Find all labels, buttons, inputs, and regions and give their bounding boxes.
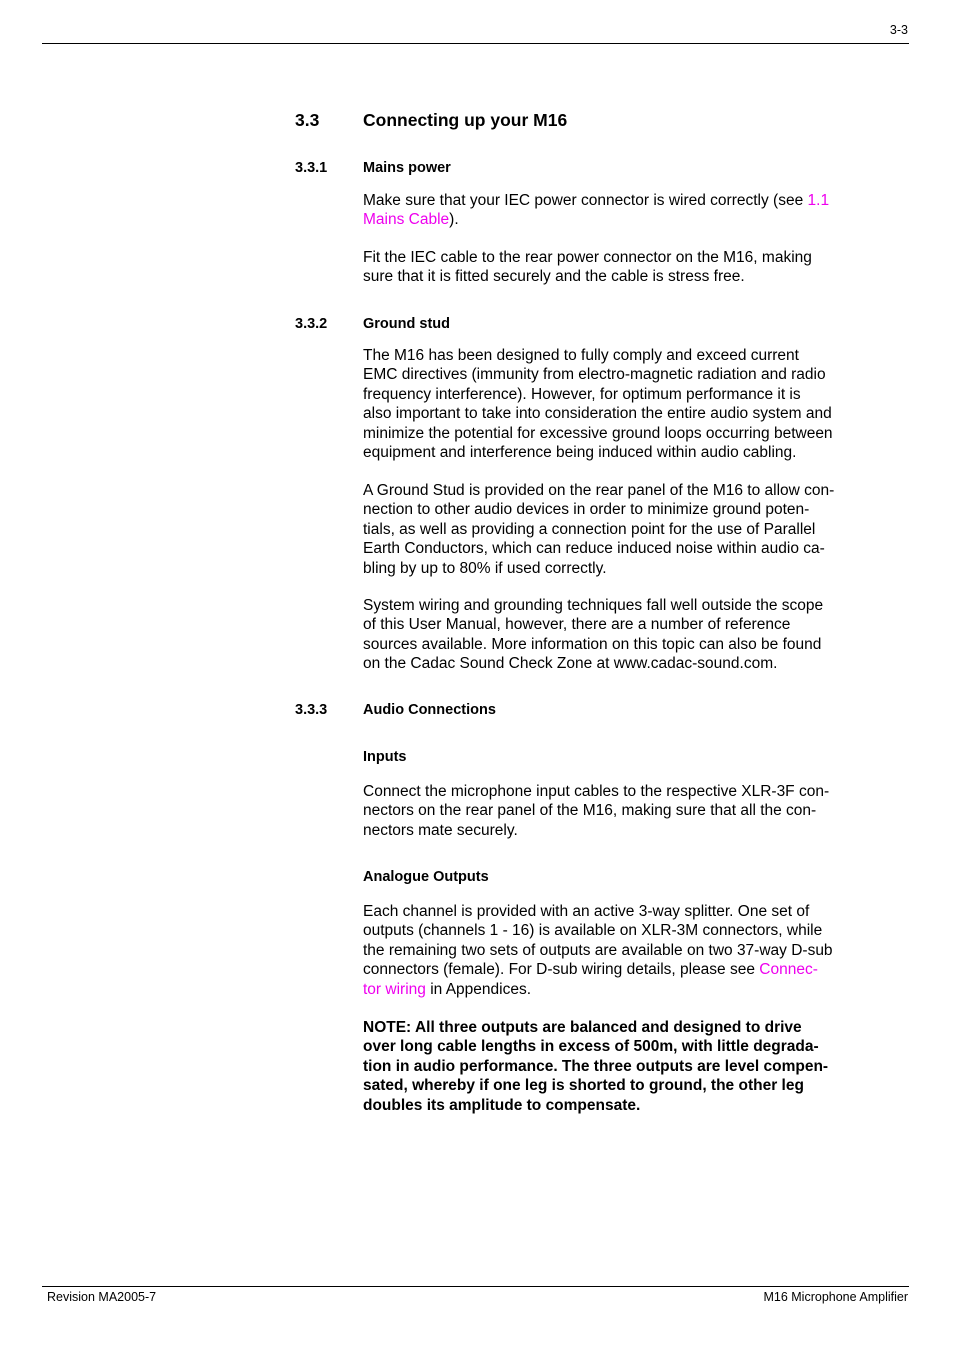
mains-power-paragraph-1: [363, 191, 853, 230]
note-paragraph: NOTE: All three outputs are balanced and designed to drive over long cable lengths in excess of 500m, with little degrada- tion in audio performance. The three outputs are level compen- sated, whereby if one leg is shorted to ground, the other leg doubles its amplitude to compensate.: [363, 1019, 829, 1114]
connector-wiring-link-part-1[interactable]: Connec-: [759, 961, 818, 979]
inputs-heading: Inputs: [363, 749, 407, 765]
subsection-title-mains-power: Mains power: [363, 160, 451, 176]
footer-rule: [42, 1286, 909, 1287]
mains-cable-link-number[interactable]: 1.1: [807, 192, 830, 209]
mains-line-2: Mains Cable).: [363, 211, 459, 229]
subsection-number-332: 3.3.2: [295, 316, 328, 332]
subsection-title-audio-connections: Audio Connections: [363, 702, 496, 718]
outputs-line-5: tor wiring in Appendices.: [363, 980, 532, 998]
ground-stud-paragraph-2: A Ground Stud is provided on the rear panel of the M16 to allow con- nection to other audio devices in order to minimize ground poten- tials, as well as providing a connection point for the use of Parallel Earth Conductors, which can reduce induced noise within audio ca- bling by up to 80% if used correctly.: [363, 482, 835, 577]
section-title: Connecting up your M16: [363, 110, 568, 130]
section-number: 3.3: [295, 110, 320, 130]
inputs-paragraph: Connect the microphone input cables to the respective XLR-3F con- nectors on the rear panel of the M16, making sure that all the con- nectors mate securely.: [363, 783, 830, 839]
analogue-outputs-paragraph: Each channel is provided with an active 3-way splitter. One set of outputs (channels 1 - 16) is available on XLR-3M connectors, while the remaining two sets of outputs are available on two 37-way D-sub connectors (female). For D-sub wiring details, please see Connec- tor wiring in Appendices.: [363, 902, 853, 999]
mains-power-paragraph-2: Fit the IEC cable to the rear power connector on the M16, making sure that it is fitted securely and the cable is stress free.: [363, 249, 812, 286]
ground-stud-paragraph-1: The M16 has been designed to fully comply and exceed current EMC directives (immunity from electro-magnetic radiation and radio frequency interference). However, for optimum performance it is also important to take into consideration the entire audio system and minimize the potential for excessive ground loops occurring between equipment and interference being induced within audio cabling.: [363, 347, 833, 462]
analogue-outputs-heading: Analogue Outputs: [363, 869, 489, 885]
footer-revision: Revision MA2005-7: [47, 1290, 157, 1304]
subsection-number-331: 3.3.1: [295, 160, 328, 176]
ground-stud-paragraph-3: System wiring and grounding techniques fall well outside the scope of this User Manual, however, there are a number of reference sources available. More information on this topic can also be found on the Cadac Sound Check Zone at www.cadac-sound.com.: [363, 597, 824, 673]
subsection-title-ground-stud: Ground stud: [363, 316, 450, 332]
header-rule: [42, 43, 909, 44]
subsection-number-333: 3.3.3: [295, 702, 328, 718]
mains-line-1: Make sure that your IEC power connector is wired correctly (see 1.1: [363, 192, 830, 209]
outputs-line-4: connectors (female). For D-sub wiring details, please see Connec-: [363, 961, 818, 979]
footer-product-name: M16 Microphone Amplifier: [763, 1290, 908, 1304]
page-number: 3-3: [889, 23, 908, 37]
mains-cable-link[interactable]: Mains Cable: [363, 211, 450, 229]
connector-wiring-link-part-2[interactable]: tor wiring: [363, 980, 426, 998]
